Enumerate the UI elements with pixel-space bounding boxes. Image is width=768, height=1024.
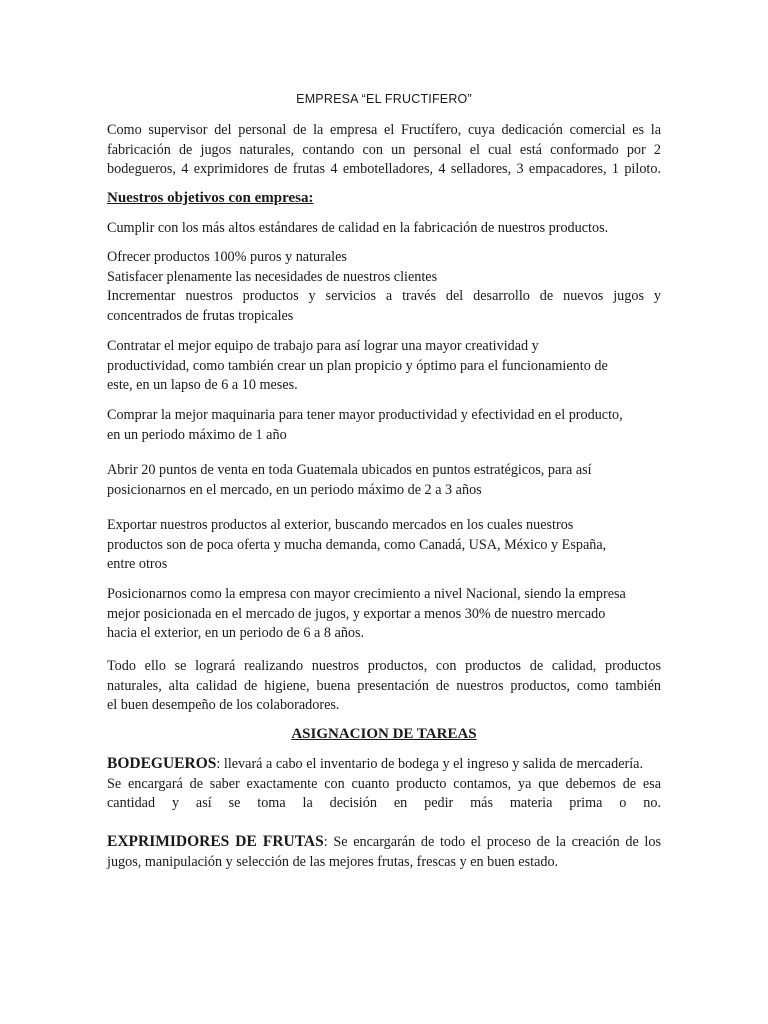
objective-products bbox=[107, 248, 661, 326]
exprimidores-term: EXPRIMIDORES DE FRUTAS bbox=[107, 833, 324, 850]
text-line: Comprar la mejor maquinaria para tener mayor productividad y efectividad en el producto, bbox=[107, 407, 623, 423]
text-line: fabricación de jugos naturales, contando con un personal el cual está conformado por 2 bbox=[107, 141, 661, 158]
bodegueros-term: BODEGUEROS bbox=[107, 755, 217, 772]
exprimidores-desc: : Se encargarán de todo el proceso de la creación de los bbox=[323, 834, 661, 850]
text-line: Exportar nuestros productos al exterior, buscando mercados en los cuales nuestros bbox=[107, 517, 574, 533]
tasks-heading: ASIGNACION DE TAREAS bbox=[291, 726, 477, 742]
text-line: jugos, manipulación y selección de las mejores frutas, frescas y en buen estado. bbox=[107, 853, 559, 870]
text-line: Todo ello se logrará realizando nuestros productos, con productos de calidad, productos bbox=[107, 658, 661, 674]
text-line bbox=[107, 754, 661, 775]
text-line: naturales, alta calidad de higiene, buena presentación de nuestros productos, como también bbox=[107, 677, 661, 694]
text-line: Abrir 20 puntos de venta en toda Guatemala ubicados en puntos estratégicos, para así bbox=[107, 462, 592, 478]
text-line: mejor posicionada en el mercado de jugos, y exportar a menos 30% de nuestro mercado bbox=[107, 605, 606, 622]
text-line: entre otros bbox=[107, 556, 168, 572]
objective-quality bbox=[107, 219, 661, 239]
objective-sales-points bbox=[107, 461, 661, 500]
text-line: el buen desempeño de los colaboradores. bbox=[107, 697, 340, 713]
text-line: Cumplir con los más altos estándares de calidad en la fabricación de nuestros productos. bbox=[107, 220, 609, 236]
text-line: Satisfacer plenamente las necesidades de nuestros clientes bbox=[107, 268, 438, 285]
text-line: en un periodo máximo de 1 año bbox=[107, 426, 287, 443]
objective-hiring bbox=[107, 337, 661, 396]
text-line: concentrados de frutas tropicales bbox=[107, 307, 294, 324]
bodegueros-paragraph bbox=[107, 754, 661, 814]
text-line: Ofrecer productos 100% puros y naturales bbox=[107, 249, 347, 265]
text-line: Como supervisor del personal de la empresa el Fructífero, cuya dedicación comercial es la bbox=[107, 122, 661, 138]
text-line: Incrementar nuestros productos y servicios a través del desarrollo de nuevos jugos y bbox=[107, 288, 661, 304]
text-line: hacia el exterior, en un periodo de 6 a 8 años. bbox=[107, 625, 365, 641]
text-line: Contratar el mejor equipo de trabajo para así lograr una mayor creatividad y bbox=[107, 338, 539, 354]
text-line: este, en un lapso de 6 a 10 meses. bbox=[107, 377, 298, 393]
text-line: posicionarnos en el mercado, en un periodo máximo de 2 a 3 años bbox=[107, 481, 482, 498]
objective-export bbox=[107, 516, 661, 575]
document-title: EMPRESA “EL FRUCTIFERO” bbox=[296, 92, 472, 106]
text-line: Se encargará de saber exactamente con cuanto producto contamos, ya que debemos de esa bbox=[107, 775, 661, 792]
objective-machinery bbox=[107, 406, 661, 445]
text-line: cantidad y así se toma la decisión en pedir más materia prima o no. bbox=[107, 795, 661, 811]
text-line: productos son de poca oferta y mucha demanda, como Canadá, USA, México y España, bbox=[107, 536, 607, 553]
text-line: bodegueros, 4 exprimidores de frutas 4 embotelladores, 4 selladores, 3 empacadores, 1 piloto. bbox=[107, 161, 661, 177]
intro-paragraph bbox=[107, 121, 661, 180]
text-line: productividad, como también crear un plan propicio y óptimo para el funcionamiento de bbox=[107, 357, 608, 374]
objectives-heading: Nuestros objetivos con empresa: bbox=[107, 190, 314, 206]
text-line: Posicionarnos como la empresa con mayor crecimiento a nivel Nacional, siendo la empresa bbox=[107, 586, 626, 602]
objective-positioning bbox=[107, 585, 661, 644]
exprimidores-paragraph bbox=[107, 832, 661, 872]
summary-paragraph bbox=[107, 657, 661, 716]
text-line bbox=[107, 832, 661, 853]
bodegueros-desc: : llevará a cabo el inventario de bodega y el ingreso y salida de mercadería. bbox=[216, 756, 644, 772]
